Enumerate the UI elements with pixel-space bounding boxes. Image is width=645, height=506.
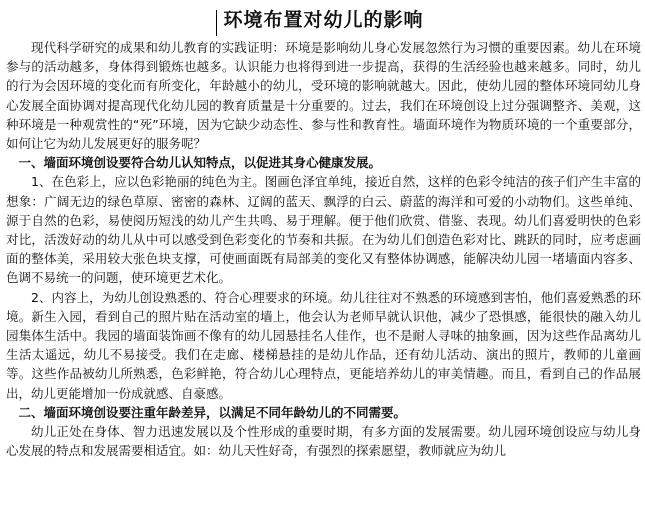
body-paragraph-color: 1、在色彩上，应以色彩艳丽的纯色为主。图画色泽宜单纯，接近自然，这样的色彩令纯洁的孩子们产生丰富的想象：广阔无边的绿色草原、密密的森林、辽阔的蓝天、飘浮的白云、蔚蓝的海洋和可爱的小动物们。这些单纯、源于自然的色彩，易使阅历短浅的幼儿产生共鸣、易于理解。便于他们欣赏、借鉴、表现。幼儿们喜爱明快的色彩对比，活泼好动的幼儿从中可以感受到色彩变化的节奏和共振。在为幼儿们创造色彩对比、跳跃的同时，应考虑画面的整体美，采用较大张色块支撑，可使画面既有局部美的变化又有整体协调感，能解决幼儿园一堵墙面内容多、色调不易统一的问题，使环境更艺术化。 xyxy=(6,174,641,286)
body-paragraph-content: 2、内容上，为幼儿创设熟悉的、符合心理要求的环境。幼儿往往对不熟悉的环境感到害怕，他们喜爱熟悉的环境。新生入园，看到自己的照片贴在活动室的墙上，他会认为老师早就认识他，减少了恐惧感，能很快的融入幼儿园集体生活中。我园的墙面装饰画不像有的幼儿园悬挂名人佳作，也不是耐人寻味的抽象画，因为这些作品离幼儿生活太遥远，幼儿不易接受。我们在走廊、楼梯悬挂的是幼儿作品，还有幼儿活动、演出的照片，教师的儿童画等。这些作品被幼儿所熟悉，色彩鲜艳，符合幼儿心理特点，更能培养幼儿的审美情趣。而且，看到自己的作品展出，幼儿更能增加一份成就感、自豪感。 xyxy=(6,289,641,401)
section-heading-2: 二、墙面环境创设要注重年龄差异，以满足不同年龄幼儿的不同需要。 xyxy=(18,404,407,420)
document-title: 环境布置对幼儿的影响 xyxy=(223,9,424,31)
intro-paragraph: 现代科学研究的成果和幼儿教育的实践证明：环境是影响幼儿身心发展忽然行为习惯的重要因素。幼儿在环境参与的活动越多，身体得到锻炼也越多。认识能力也将得到进一步提高，获得的生活经验也越来越多。同时，幼儿的行为会因环境的变化而有所变化，年龄越小的幼儿，受环境的影响就越大。因此，使幼儿园的整体环境同幼儿身心发展全面协调对提高现代化幼儿园的教育质量是十分重要的。过去，我们在环境创设上过分强调整齐、美观，这种环境是一种观赏性的“死”环境，因为它缺少动态性、参与性和教育性。墙面环境作为物质环境的一个重要部分，如何让它为幼儿发展更好的服务呢？ xyxy=(6,40,641,152)
section-heading-1: 一、墙面环境创设要符合幼儿认知特点，以促进其身心健康发展。 xyxy=(18,155,382,171)
text-cursor xyxy=(216,10,217,36)
body-paragraph-age: 幼儿正处在身体、智力迅速发展以及个性形成的重要时期，有多方面的发展需要。幼儿园环境创设应与幼儿身心发展的特点和发展需要相适宜。如：幼儿天性好奇，有强烈的探索愿望，教师就应为幼儿 xyxy=(6,424,641,459)
